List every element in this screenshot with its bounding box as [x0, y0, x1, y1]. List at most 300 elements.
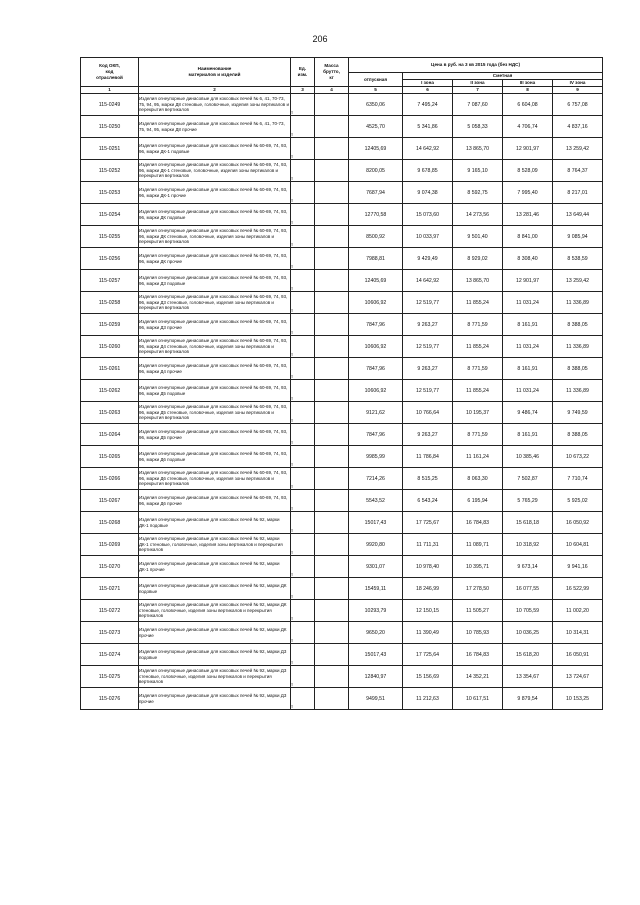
mass-cell: [315, 578, 349, 600]
release-price-cell: 15017,43: [349, 512, 403, 534]
mass-cell: [315, 160, 349, 182]
zone-3-price-cell: 10 705,59: [503, 600, 553, 622]
header-name-line: материалов и изделий: [188, 72, 241, 77]
okp-code-cell: 115-0275: [81, 666, 139, 688]
column-number: 2: [139, 87, 291, 94]
header-mass-line: кг: [329, 75, 334, 80]
zone-2-price-cell: 14 273,56: [453, 204, 503, 226]
okp-code-cell: 115-0267: [81, 490, 139, 512]
release-price-cell: 10606,92: [349, 292, 403, 314]
table-row: [81, 446, 603, 468]
zone-3-price-cell: 10 036,25: [503, 622, 553, 644]
unit-cell: т: [291, 160, 315, 182]
mass-cell: [315, 424, 349, 446]
zone-3-price-cell: 8 841,00: [503, 226, 553, 248]
column-number: 4: [315, 87, 349, 94]
zone-3-price-cell: 11 031,24: [503, 380, 553, 402]
zone-4-price-cell: 10 673,22: [553, 446, 603, 468]
zone-3-price-cell: 9 879,54: [503, 688, 553, 710]
column-number: 9: [553, 87, 603, 94]
okp-code-cell: 115-0260: [81, 336, 139, 358]
mass-cell: [315, 644, 349, 666]
release-price-cell: 10606,92: [349, 380, 403, 402]
header-unit: [291, 58, 315, 87]
unit-cell: т: [291, 622, 315, 644]
table-row: [81, 182, 603, 204]
release-price-cell: 7847,96: [349, 424, 403, 446]
zone-2-price-cell: 8 063,30: [453, 468, 503, 490]
zone-3-price-cell: 9 673,14: [503, 556, 553, 578]
zone-4-price-cell: 8 538,59: [553, 248, 603, 270]
zone-3-price-cell: 8 161,91: [503, 358, 553, 380]
release-price-cell: 10606,92: [349, 336, 403, 358]
zone-2-price-cell: 5 058,33: [453, 116, 503, 138]
table-row: [81, 600, 603, 622]
material-name-cell: Изделия огнеупорные динасовые для коксовых печей № 6, 41, 70-73, 75, 94, 95, марки Д8 стеновые, головочные, изделия зоны вертикалов и перекрытия вертикалов: [139, 94, 291, 116]
unit-cell: т: [291, 600, 315, 622]
header-code-line: отраслевой: [96, 75, 123, 80]
header-unit-line: изм.: [297, 72, 308, 77]
zone-3-price-cell: 7 995,40: [503, 182, 553, 204]
zone-4-price-cell: 13 259,42: [553, 270, 603, 292]
zone-2-price-cell: 11 855,24: [453, 292, 503, 314]
zone-3-price-cell: 11 031,24: [503, 292, 553, 314]
mass-cell: [315, 490, 349, 512]
table-row: [81, 666, 603, 688]
okp-code-cell: 115-0262: [81, 380, 139, 402]
material-name-cell: Изделия огнеупорные динасовые для коксовых печей № 60-69, 74, 93, 96, марки ДК-1 подовые: [139, 138, 291, 160]
material-name-cell: Изделия огнеупорные динасовые для коксовых печей № 92, марки ДК стеновые, головочные, изделия зоны вертикалов и перекрытия вертикалов: [139, 600, 291, 622]
material-name-cell: Изделия огнеупорные динасовые для коксовых печей № 60-69, 74, 93, 96, марки ДК-1 стеновые, головочные, изделия зоны вертикалов и перекрытия вертикалов: [139, 160, 291, 182]
table-row: [81, 248, 603, 270]
table-header: [81, 58, 603, 94]
material-name-cell: Изделия огнеупорные динасовые для коксовых печей № 60-69, 74, 93, 96, марки Д3 подовые: [139, 270, 291, 292]
unit-cell: т: [291, 446, 315, 468]
okp-code-cell: 115-0254: [81, 204, 139, 226]
okp-code-cell: 115-0256: [81, 248, 139, 270]
mass-cell: [315, 248, 349, 270]
zone-1-price-cell: 9 074,38: [403, 182, 453, 204]
zone-4-price-cell: 9 941,16: [553, 556, 603, 578]
material-name-cell: Изделия огнеупорные динасовые для коксовых печей № 92, марки ДК-1 подовые: [139, 512, 291, 534]
table-row: [81, 402, 603, 424]
zone-3-price-cell: 8 528,09: [503, 160, 553, 182]
unit-cell: т: [291, 556, 315, 578]
unit-cell: т: [291, 490, 315, 512]
table-row: [81, 270, 603, 292]
release-price-cell: 9650,20: [349, 622, 403, 644]
zone-3-price-cell: 12 901,97: [503, 138, 553, 160]
column-number: 6: [403, 87, 453, 94]
unit-cell: т: [291, 688, 315, 710]
zone-4-price-cell: 8 388,05: [553, 424, 603, 446]
okp-code-cell: 115-0261: [81, 358, 139, 380]
zone-1-price-cell: 15 073,60: [403, 204, 453, 226]
material-name-cell: Изделия огнеупорные динасовые для коксовых печей № 92, марки ДК прочие: [139, 622, 291, 644]
unit-cell: т: [291, 468, 315, 490]
table-row: [81, 292, 603, 314]
material-name-cell: Изделия огнеупорные динасовые для коксовых печей № 60-69, 74, 93, 96, марки Д6 прочие: [139, 490, 291, 512]
zone-1-price-cell: 9 429,49: [403, 248, 453, 270]
zone-4-price-cell: 4 837,16: [553, 116, 603, 138]
zone-1-price-cell: 11 786,84: [403, 446, 453, 468]
zone-2-price-cell: 17 278,50: [453, 578, 503, 600]
zone-1-price-cell: 18 246,99: [403, 578, 453, 600]
zone-2-price-cell: 11 505,27: [453, 600, 503, 622]
unit-cell: т: [291, 424, 315, 446]
okp-code-cell: 115-0272: [81, 600, 139, 622]
zone-1-price-cell: 8 515,25: [403, 468, 453, 490]
release-price-cell: 9121,62: [349, 402, 403, 424]
zone-3-price-cell: 10 318,92: [503, 534, 553, 556]
mass-cell: [315, 556, 349, 578]
header-name: [139, 58, 291, 87]
header-code-line: Код ОКП,: [99, 63, 120, 68]
material-name-cell: Изделия огнеупорные динасовые для коксовых печей № 60-69, 74, 93, 96, марки Д4 стеновые, головочные, изделия зоны вертикалов и перекрытия вертикалов: [139, 336, 291, 358]
release-price-cell: 4525,70: [349, 116, 403, 138]
zone-4-price-cell: 10 314,31: [553, 622, 603, 644]
zone-4-price-cell: 6 757,08: [553, 94, 603, 116]
zone-1-price-cell: 11 711,31: [403, 534, 453, 556]
zone-3-price-cell: 10 385,46: [503, 446, 553, 468]
zone-1-price-cell: 12 519,77: [403, 336, 453, 358]
header-price-title: Цена в руб. на 3 кв 2015 года (без НДС): [349, 58, 603, 73]
header-estimate-price: Сметная: [403, 73, 603, 80]
zone-4-price-cell: 8 764,37: [553, 160, 603, 182]
zone-3-price-cell: 15 618,20: [503, 644, 553, 666]
release-price-cell: 6350,06: [349, 94, 403, 116]
mass-cell: [315, 688, 349, 710]
table-row: [81, 468, 603, 490]
zone-2-price-cell: 8 771,59: [453, 424, 503, 446]
okp-code-cell: 115-0274: [81, 644, 139, 666]
material-name-cell: Изделия огнеупорные динасовые для коксовых печей № 60-69, 74, 93, 96, марки Д3 прочие: [139, 314, 291, 336]
table-row: [81, 336, 603, 358]
zone-1-price-cell: 14 642,92: [403, 138, 453, 160]
zone-4-price-cell: 9 085,94: [553, 226, 603, 248]
mass-cell: [315, 116, 349, 138]
material-name-cell: Изделия огнеупорные динасовые для коксовых печей № 60-69, 74, 93, 96, марки ДК прочие: [139, 248, 291, 270]
okp-code-cell: 115-0255: [81, 226, 139, 248]
release-price-cell: 7847,96: [349, 358, 403, 380]
mass-cell: [315, 446, 349, 468]
table-row: [81, 644, 603, 666]
okp-code-cell: 115-0252: [81, 160, 139, 182]
zone-1-price-cell: 17 725,64: [403, 644, 453, 666]
release-price-cell: 12405,69: [349, 270, 403, 292]
table-row: [81, 138, 603, 160]
unit-cell: т: [291, 94, 315, 116]
okp-code-cell: 115-0253: [81, 182, 139, 204]
zone-4-price-cell: 11 336,89: [553, 292, 603, 314]
zone-3-price-cell: 7 502,87: [503, 468, 553, 490]
unit-cell: т: [291, 204, 315, 226]
zone-2-price-cell: 7 087,60: [453, 94, 503, 116]
zone-2-price-cell: 8 929,02: [453, 248, 503, 270]
zone-3-price-cell: 4 706,74: [503, 116, 553, 138]
zone-4-price-cell: 8 388,05: [553, 314, 603, 336]
zone-4-price-cell: 11 336,89: [553, 380, 603, 402]
mass-cell: [315, 94, 349, 116]
release-price-cell: 9920,80: [349, 534, 403, 556]
mass-cell: [315, 534, 349, 556]
zone-2-price-cell: 10 617,51: [453, 688, 503, 710]
price-table: [80, 57, 603, 710]
okp-code-cell: 115-0270: [81, 556, 139, 578]
header-zone-3: III зона: [503, 80, 553, 87]
table-row: [81, 688, 603, 710]
okp-code-cell: 115-0269: [81, 534, 139, 556]
unit-cell: т: [291, 666, 315, 688]
unit-cell: т: [291, 578, 315, 600]
zone-2-price-cell: 13 865,70: [453, 270, 503, 292]
okp-code-cell: 115-0264: [81, 424, 139, 446]
release-price-cell: 7687,94: [349, 182, 403, 204]
column-number: 5: [349, 87, 403, 94]
zone-1-price-cell: 12 519,77: [403, 292, 453, 314]
header-mass-line: Масса: [324, 63, 339, 68]
zone-4-price-cell: 8 217,01: [553, 182, 603, 204]
zone-3-price-cell: 13 354,67: [503, 666, 553, 688]
release-price-cell: 8200,05: [349, 160, 403, 182]
unit-cell: т: [291, 138, 315, 160]
zone-1-price-cell: 17 725,67: [403, 512, 453, 534]
zone-2-price-cell: 16 784,83: [453, 512, 503, 534]
okp-code-cell: 115-0263: [81, 402, 139, 424]
unit-cell: т: [291, 534, 315, 556]
zone-1-price-cell: 10 033,97: [403, 226, 453, 248]
zone-2-price-cell: 6 195,94: [453, 490, 503, 512]
page-number: 206: [312, 34, 328, 44]
release-price-cell: 9301,07: [349, 556, 403, 578]
table-row: [81, 314, 603, 336]
zone-1-price-cell: 9 678,85: [403, 160, 453, 182]
zone-4-price-cell: 16 050,91: [553, 644, 603, 666]
okp-code-cell: 115-0251: [81, 138, 139, 160]
material-name-cell: Изделия огнеупорные динасовые для коксовых печей № 60-69, 74, 93, 96, марки Д4 прочие: [139, 358, 291, 380]
zone-3-price-cell: 9 486,74: [503, 402, 553, 424]
mass-cell: [315, 314, 349, 336]
release-price-cell: 12840,97: [349, 666, 403, 688]
material-name-cell: Изделия огнеупорные динасовые для коксовых печей № 60-69, 74, 93, 96, марки ДК подовые: [139, 204, 291, 226]
okp-code-cell: 115-0250: [81, 116, 139, 138]
zone-4-price-cell: 16 522,99: [553, 578, 603, 600]
zone-1-price-cell: 9 263,27: [403, 358, 453, 380]
zone-1-price-cell: 7 495,24: [403, 94, 453, 116]
mass-cell: [315, 138, 349, 160]
zone-2-price-cell: 16 784,83: [453, 644, 503, 666]
mass-cell: [315, 402, 349, 424]
header-release-price: отпускная: [349, 73, 403, 87]
zone-1-price-cell: 10 978,40: [403, 556, 453, 578]
material-name-cell: Изделия огнеупорные динасовые для коксовых печей № 92, марки Д3 подовые: [139, 644, 291, 666]
table-row: [81, 534, 603, 556]
release-price-cell: 7214,26: [349, 468, 403, 490]
unit-cell: т: [291, 380, 315, 402]
unit-cell: т: [291, 512, 315, 534]
mass-cell: [315, 600, 349, 622]
header-zone-4: IV зона: [553, 80, 603, 87]
okp-code-cell: 115-0257: [81, 270, 139, 292]
release-price-cell: 9499,51: [349, 688, 403, 710]
header-zone-2: II зона: [453, 80, 503, 87]
zone-1-price-cell: 6 543,24: [403, 490, 453, 512]
mass-cell: [315, 512, 349, 534]
zone-3-price-cell: 6 604,08: [503, 94, 553, 116]
unit-cell: т: [291, 292, 315, 314]
okp-code-cell: 115-0273: [81, 622, 139, 644]
release-price-cell: 15459,11: [349, 578, 403, 600]
unit-cell: т: [291, 182, 315, 204]
table-row: [81, 490, 603, 512]
release-price-cell: 8500,92: [349, 226, 403, 248]
mass-cell: [315, 622, 349, 644]
release-price-cell: 12405,69: [349, 138, 403, 160]
table-row: [81, 380, 603, 402]
header-name-line: Наименование: [197, 66, 232, 71]
zone-1-price-cell: 11 390,49: [403, 622, 453, 644]
zone-3-price-cell: 16 077,55: [503, 578, 553, 600]
zone-4-price-cell: 10 153,25: [553, 688, 603, 710]
mass-cell: [315, 358, 349, 380]
unit-cell: т: [291, 314, 315, 336]
zone-2-price-cell: 8 771,59: [453, 314, 503, 336]
zone-1-price-cell: 12 519,77: [403, 380, 453, 402]
mass-cell: [315, 666, 349, 688]
unit-cell: т: [291, 270, 315, 292]
zone-2-price-cell: 11 161,24: [453, 446, 503, 468]
release-price-cell: 5543,52: [349, 490, 403, 512]
mass-cell: [315, 182, 349, 204]
okp-code-cell: 115-0266: [81, 468, 139, 490]
zone-4-price-cell: 16 050,92: [553, 512, 603, 534]
okp-code-cell: 115-0268: [81, 512, 139, 534]
okp-code-cell: 115-0271: [81, 578, 139, 600]
zone-1-price-cell: 9 263,27: [403, 424, 453, 446]
zone-2-price-cell: 10 395,71: [453, 556, 503, 578]
column-number: 1: [81, 87, 139, 94]
zone-3-price-cell: 8 161,91: [503, 424, 553, 446]
release-price-cell: 15017,43: [349, 644, 403, 666]
header-mass-line: брутто,: [323, 69, 340, 74]
zone-3-price-cell: 8 308,40: [503, 248, 553, 270]
unit-cell: т: [291, 358, 315, 380]
material-name-cell: Изделия огнеупорные динасовые для коксовых печей № 92, марки Д3 прочие: [139, 688, 291, 710]
table-row: [81, 358, 603, 380]
material-name-cell: Изделия огнеупорные динасовые для коксовых печей № 60-69, 74, 93, 96, марки Д5 подовые: [139, 380, 291, 402]
material-name-cell: Изделия огнеупорные динасовые для коксовых печей № 92, марки ДК-1 прочие: [139, 556, 291, 578]
zone-4-price-cell: 13 649,44: [553, 204, 603, 226]
header-code: [81, 58, 139, 87]
zone-4-price-cell: 7 710,74: [553, 468, 603, 490]
zone-3-price-cell: 8 161,91: [503, 314, 553, 336]
zone-2-price-cell: 11 855,24: [453, 336, 503, 358]
unit-cell: т: [291, 336, 315, 358]
zone-4-price-cell: 11 336,89: [553, 336, 603, 358]
table-row: [81, 226, 603, 248]
material-name-cell: Изделия огнеупорные динасовые для коксовых печей № 60-69, 74, 93, 96, марки ДК стеновые, головочные, изделия зоны вертикалов и перекрытия вертикалов: [139, 226, 291, 248]
material-name-cell: Изделия огнеупорные динасовые для коксовых печей № 92, марки ДК подовые: [139, 578, 291, 600]
unit-cell: т: [291, 248, 315, 270]
zone-3-price-cell: 15 618,18: [503, 512, 553, 534]
zone-4-price-cell: 11 002,20: [553, 600, 603, 622]
zone-1-price-cell: 5 341,86: [403, 116, 453, 138]
table-row: [81, 622, 603, 644]
unit-cell: т: [291, 402, 315, 424]
table-row: [81, 94, 603, 116]
table-row: [81, 204, 603, 226]
table-body: [81, 94, 603, 710]
table-row: [81, 556, 603, 578]
zone-4-price-cell: 13 724,67: [553, 666, 603, 688]
table-row: [81, 160, 603, 182]
unit-cell: т: [291, 116, 315, 138]
zone-2-price-cell: 9 501,40: [453, 226, 503, 248]
okp-code-cell: 115-0259: [81, 314, 139, 336]
material-name-cell: Изделия огнеупорные динасовые для коксовых печей № 60-69, 74, 93, 96, марки ДК-1 прочие: [139, 182, 291, 204]
mass-cell: [315, 468, 349, 490]
mass-cell: [315, 380, 349, 402]
zone-1-price-cell: 12 150,15: [403, 600, 453, 622]
material-name-cell: Изделия огнеупорные динасовые для коксовых печей № 60-69, 74, 93, 96, марки Д5 прочие: [139, 424, 291, 446]
okp-code-cell: 115-0265: [81, 446, 139, 468]
zone-4-price-cell: 9 749,59: [553, 402, 603, 424]
zone-4-price-cell: 13 259,42: [553, 138, 603, 160]
column-number: 8: [503, 87, 553, 94]
zone-3-price-cell: 5 765,29: [503, 490, 553, 512]
zone-3-price-cell: 13 281,46: [503, 204, 553, 226]
column-number: 3: [291, 87, 315, 94]
mass-cell: [315, 336, 349, 358]
okp-code-cell: 115-0249: [81, 94, 139, 116]
zone-2-price-cell: 10 195,37: [453, 402, 503, 424]
release-price-cell: 12770,58: [349, 204, 403, 226]
zone-2-price-cell: 11 855,24: [453, 380, 503, 402]
release-price-cell: 10293,79: [349, 600, 403, 622]
zone-3-price-cell: 12 901,97: [503, 270, 553, 292]
zone-3-price-cell: 11 031,24: [503, 336, 553, 358]
zone-2-price-cell: 11 089,71: [453, 534, 503, 556]
zone-2-price-cell: 8 771,59: [453, 358, 503, 380]
release-price-cell: 9985,99: [349, 446, 403, 468]
mass-cell: [315, 292, 349, 314]
zone-4-price-cell: 10 604,81: [553, 534, 603, 556]
zone-1-price-cell: 15 156,69: [403, 666, 453, 688]
material-name-cell: Изделия огнеупорные динасовые для коксовых печей № 60-69, 74, 93, 96, марки Д5 стеновые, головочные, изделия зоны вертикалов и перекрытия вертикалов: [139, 402, 291, 424]
zone-1-price-cell: 9 263,27: [403, 314, 453, 336]
zone-4-price-cell: 5 925,02: [553, 490, 603, 512]
zone-4-price-cell: 8 388,05: [553, 358, 603, 380]
mass-cell: [315, 270, 349, 292]
zone-2-price-cell: 10 785,93: [453, 622, 503, 644]
zone-1-price-cell: 14 642,92: [403, 270, 453, 292]
header-mass: [315, 58, 349, 87]
header-zone-1: I зона: [403, 80, 453, 87]
material-name-cell: Изделия огнеупорные динасовые для коксовых печей № 60-69, 74, 93, 96, марки Д6 стеновые, головочные, изделия зоны вертикалов и перекрытия вертикалов: [139, 468, 291, 490]
release-price-cell: 7988,81: [349, 248, 403, 270]
table-row: [81, 578, 603, 600]
unit-cell: т: [291, 226, 315, 248]
material-name-cell: Изделия огнеупорные динасовые для коксовых печей № 92, марки Д3 стеновые, головочные, изделия зоны вертикалов и перекрытия вертикалов: [139, 666, 291, 688]
column-number: 7: [453, 87, 503, 94]
table-row: [81, 424, 603, 446]
zone-1-price-cell: 11 212,63: [403, 688, 453, 710]
zone-2-price-cell: 8 592,75: [453, 182, 503, 204]
release-price-cell: 7847,96: [349, 314, 403, 336]
zone-2-price-cell: 14 352,21: [453, 666, 503, 688]
unit-cell: т: [291, 644, 315, 666]
mass-cell: [315, 226, 349, 248]
